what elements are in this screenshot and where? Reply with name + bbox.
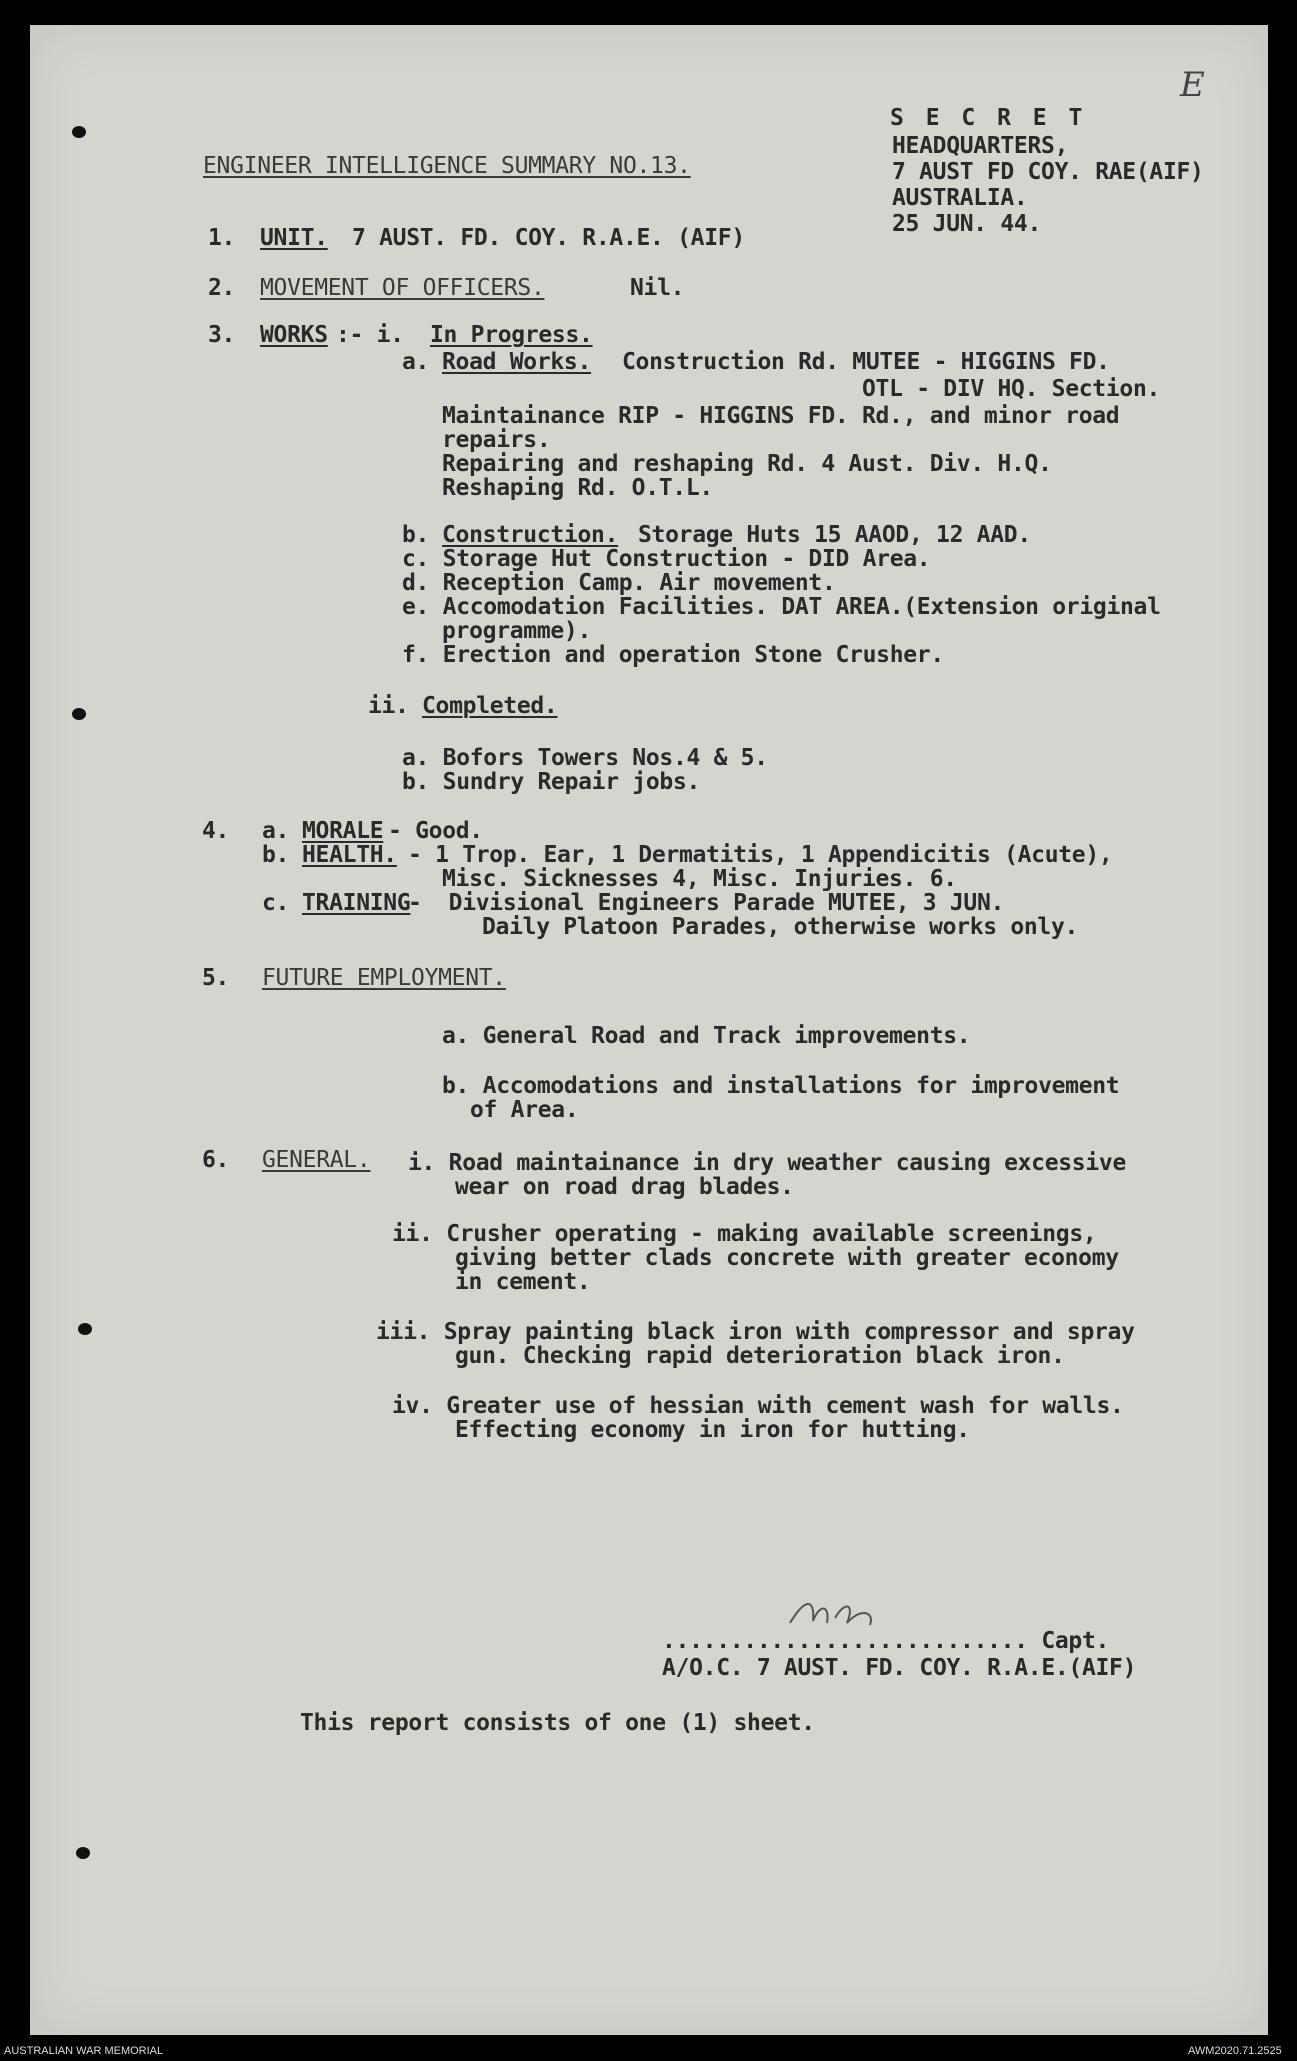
item-text: of Area.: [470, 1097, 579, 1123]
item-text: :- i.: [336, 322, 404, 348]
item-text: c.: [262, 890, 290, 916]
item-label: UNIT.: [260, 225, 328, 251]
signatory-title: A/O.C. 7 AUST. FD. COY. R.A.E.(AIF): [662, 1655, 1137, 1681]
handwritten-mark: E: [1180, 65, 1205, 105]
item-text: Daily Platoon Parades, otherwise works only.: [482, 914, 1079, 940]
item-label: TRAINING: [302, 890, 411, 916]
signature: [785, 1593, 905, 1633]
hq-location: AUSTRALIA.: [892, 185, 1028, 211]
item-number: 3.: [208, 322, 236, 348]
item-text: - Good.: [388, 818, 483, 844]
item-text: Effecting economy in iron for hutting.: [455, 1417, 970, 1443]
item-text: Construction Rd. MUTEE - HIGGINS FD.: [622, 349, 1110, 375]
document-page: [30, 25, 1268, 2035]
hq-unit: 7 AUST FD COY. RAE(AIF): [892, 159, 1204, 185]
item-text: ii. Crusher operating - making available screenings,: [392, 1221, 1097, 1247]
secret-label: S E C R E T: [890, 105, 1087, 131]
signature-line: ........................... Capt.: [662, 1628, 1110, 1654]
item-text: e. Accomodation Facilities. DAT AREA.(Extension original: [402, 594, 1161, 620]
item-text: a.: [402, 349, 430, 375]
item-text: - Divisional Engineers Parade MUTEE, 3 JUN.: [408, 890, 1005, 916]
item-text: b. Sundry Repair jobs.: [402, 769, 701, 795]
item-text: Storage Huts 15 AAOD, 12 AAD.: [638, 522, 1031, 548]
item-text: gun. Checking rapid deterioration black iron.: [455, 1343, 1065, 1369]
item-text: wear on road drag blades.: [455, 1174, 794, 1200]
item-number: 1.: [208, 225, 236, 251]
item-text: 7 AUST. FD. COY. R.A.E. (AIF): [352, 225, 745, 251]
item-label: GENERAL.: [262, 1147, 371, 1173]
item-text: OTL - DIV HQ. Section.: [862, 376, 1161, 402]
item-text: - 1 Trop. Ear, 1 Dermatitis, 1 Appendicitis (Acute),: [408, 842, 1113, 868]
item-text: ii.: [368, 693, 409, 719]
item-text: Reshaping Rd. O.T.L.: [442, 475, 713, 501]
report-date: 25 JUN. 44.: [892, 211, 1042, 237]
item-text: giving better clads concrete with greater economy: [455, 1245, 1119, 1271]
punch-hole: [76, 1847, 90, 1859]
item-text: a.: [262, 818, 290, 844]
item-text: b.: [262, 842, 290, 868]
item-text: Maintainance RIP - HIGGINS FD. Rd., and minor road: [442, 403, 1120, 429]
item-text: in cement.: [455, 1269, 591, 1295]
item-text: Repairing and reshaping Rd. 4 Aust. Div. H.Q.: [442, 451, 1052, 477]
item-label: MORALE: [302, 818, 384, 844]
item-text: iv. Greater use of hessian with cement wash for walls.: [392, 1393, 1124, 1419]
item-text: b. Accomodations and installations for improvement: [442, 1073, 1120, 1099]
item-number: 4.: [202, 818, 230, 844]
archive-reference: AWM2020.71.2525: [1188, 2045, 1282, 2057]
item-text: Nil.: [630, 275, 685, 301]
item-text: f. Erection and operation Stone Crusher.: [402, 642, 944, 668]
item-label: FUTURE EMPLOYMENT.: [262, 965, 506, 991]
report-note: This report consists of one (1) sheet.: [300, 1710, 815, 1736]
page-title: ENGINEER INTELLIGENCE SUMMARY NO.13.: [203, 153, 691, 179]
item-label: Road Works.: [442, 349, 592, 375]
item-text: i. Road maintainance in dry weather causing excessive: [408, 1150, 1127, 1176]
punch-hole: [72, 126, 86, 138]
item-number: 5.: [202, 965, 230, 991]
item-label: In Progress.: [430, 322, 593, 348]
item-text: iii. Spray painting black iron with compressor and spray: [376, 1319, 1135, 1345]
item-label: MOVEMENT OF OFFICERS.: [260, 275, 545, 301]
item-label: Construction.: [442, 522, 619, 548]
item-text: a. General Road and Track improvements.: [442, 1023, 971, 1049]
item-text: c. Storage Hut Construction - DID Area.: [402, 546, 931, 572]
punch-hole: [72, 708, 86, 720]
item-label: WORKS: [260, 322, 328, 348]
item-number: 2.: [208, 275, 236, 301]
item-label: HEALTH.: [302, 842, 397, 868]
item-text: a. Bofors Towers Nos.4 & 5.: [402, 745, 768, 771]
hq-label: HEADQUARTERS,: [892, 133, 1069, 159]
item-text: programme).: [442, 618, 592, 644]
item-label: Completed.: [422, 693, 558, 719]
item-text: d. Reception Camp. Air movement.: [402, 570, 836, 596]
item-number: 6.: [202, 1147, 230, 1173]
item-text: repairs.: [442, 427, 551, 453]
item-text: b.: [402, 522, 430, 548]
punch-hole: [78, 1323, 92, 1335]
archive-credit: AUSTRALIAN WAR MEMORIAL: [4, 2045, 164, 2057]
item-text: Misc. Sicknesses 4, Misc. Injuries. 6.: [442, 866, 957, 892]
